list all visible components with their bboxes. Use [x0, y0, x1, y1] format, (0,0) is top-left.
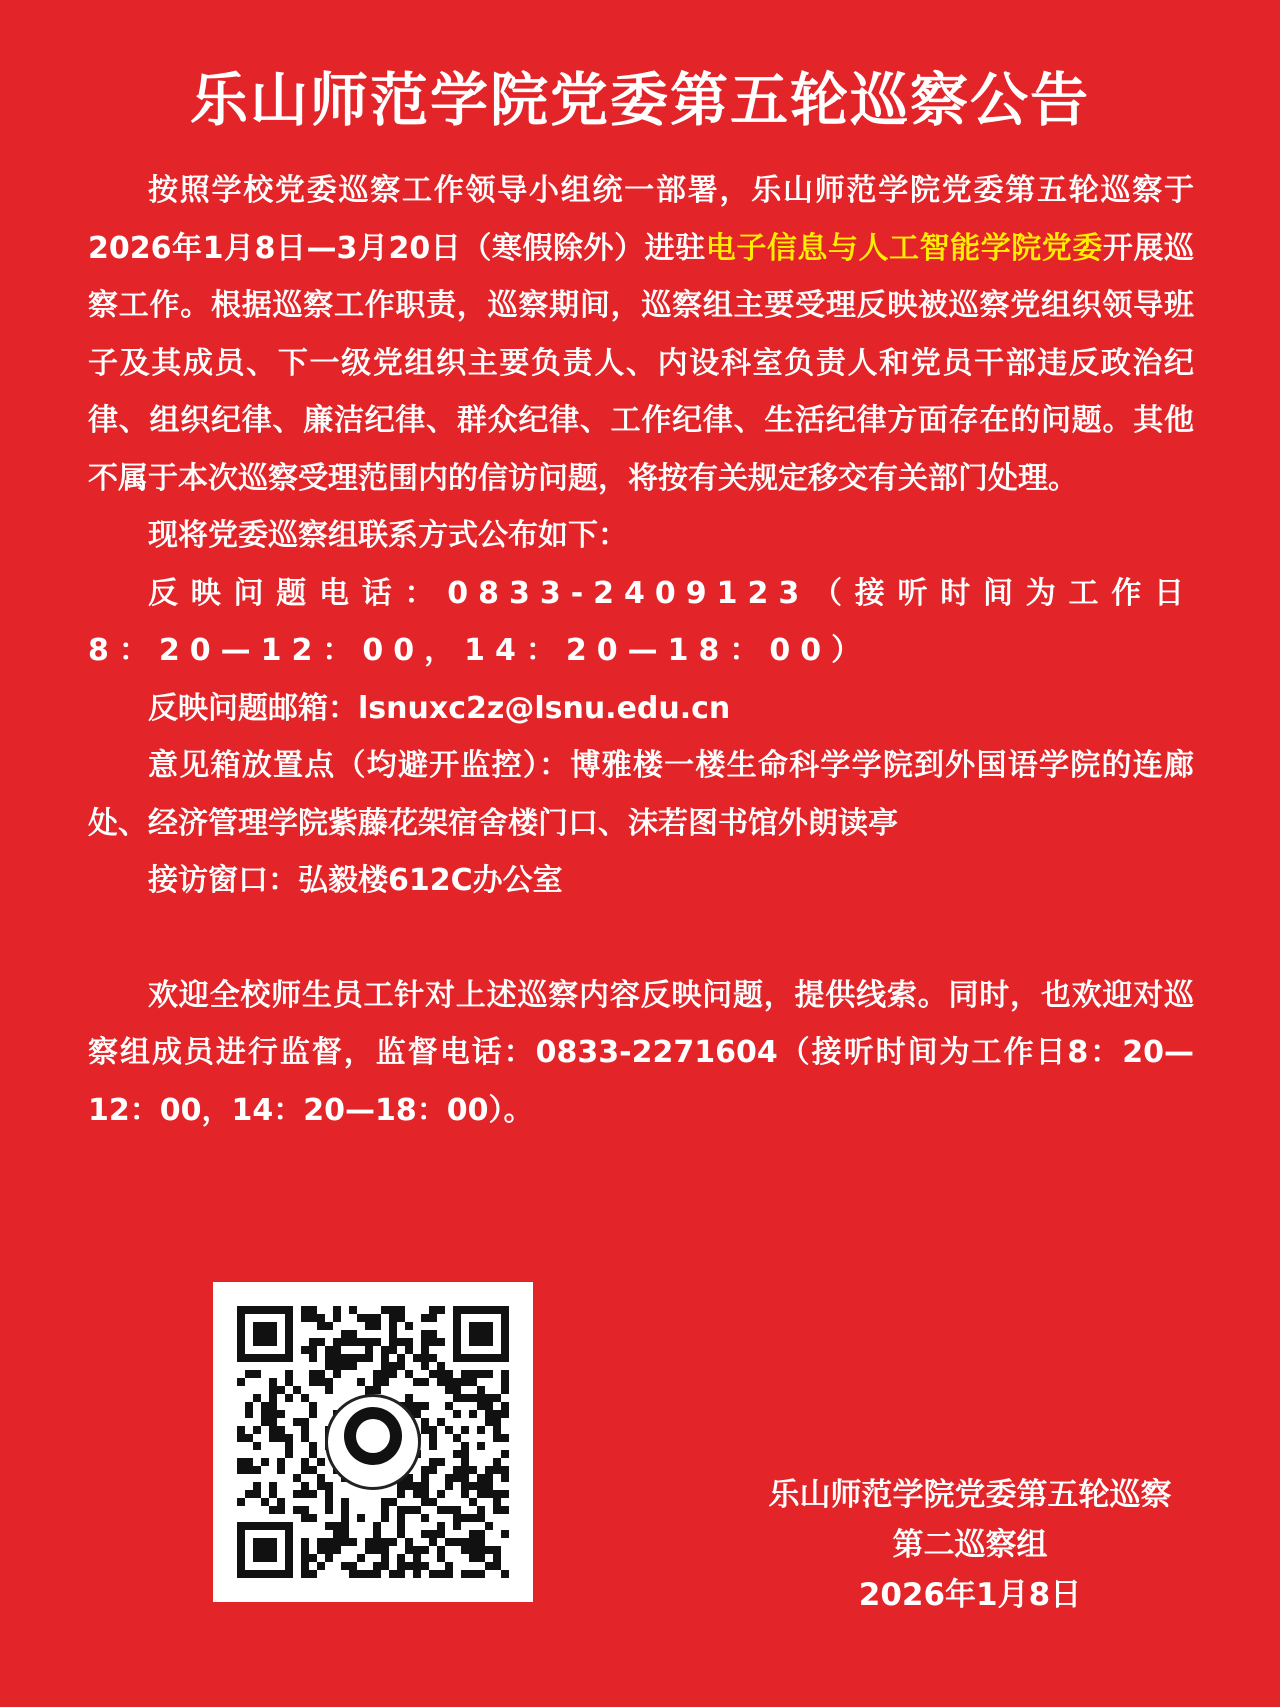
paragraph-visit: 接访窗口：弘毅楼612C办公室	[148, 863, 563, 898]
signature-org: 乐山师范学院党委第五轮巡察	[768, 1477, 1172, 1513]
intro-text-a: 按照学校党委巡察工作领导小组统一部署，乐山师范学院党委第五轮巡察于2026年1月8日—3月20日（寒假除外）进驻	[88, 173, 1194, 266]
signature-date: 2026年1月8日	[858, 1577, 1082, 1613]
signature-group: 第二巡察组	[892, 1527, 1048, 1563]
paragraph-boxes: 意见箱放置点（均避开监控）：博雅楼一楼生命科学学院到外国语学院的连廊处、经济管理学院紫藤花架宿舍楼门口、沫若图书馆外朗读亭	[88, 748, 1194, 841]
announcement-body	[88, 162, 1194, 1139]
signature-block	[730, 1470, 1210, 1620]
panda-logo-icon	[325, 1394, 421, 1490]
paragraph-phone	[88, 565, 1194, 680]
paragraph-contact-intro: 现将党委巡察组联系方式公布如下：	[148, 518, 628, 553]
paragraph-intro	[88, 162, 1194, 507]
phone-hours: （接听时间为工作日8：20—12：00，14：20—18：00）	[88, 575, 1195, 668]
phone-number: 0833-2409123	[447, 575, 810, 611]
intro-text-b: 开展巡察工作。根据巡察工作职责，巡察期间，巡察组主要受理反映被巡察党组织领导班子及其成员、下一级党组织主要负责人、内设科室负责人和党员干部违反政治纪律、组织纪律、廉洁纪律、群众纪律、工作纪律、生活纪律方面存在的问题。其他不属于本次巡察受理范围内的信访问题，将按有关规定移交有关部门处理。	[88, 230, 1195, 496]
spacer	[88, 910, 1194, 967]
highlighted-unit: 电子信息与人工智能学院党委	[705, 230, 1103, 266]
qr-code-icon	[213, 1282, 533, 1602]
paragraph-closing: 欢迎全校师生员工针对上述巡察内容反映问题，提供线索。同时，也欢迎对巡察组成员进行监督，监督电话：0833-2271604（接听时间为工作日8：20—12：00，14：20—18：00）。	[88, 977, 1194, 1128]
page-title: 乐山师范学院党委第五轮巡察公告	[189, 66, 1090, 134]
paragraph-email: 反映问题邮箱：lsnuxc2z@lsnu.edu.cn	[148, 690, 731, 726]
phone-label: 反映问题电话：	[148, 575, 448, 611]
